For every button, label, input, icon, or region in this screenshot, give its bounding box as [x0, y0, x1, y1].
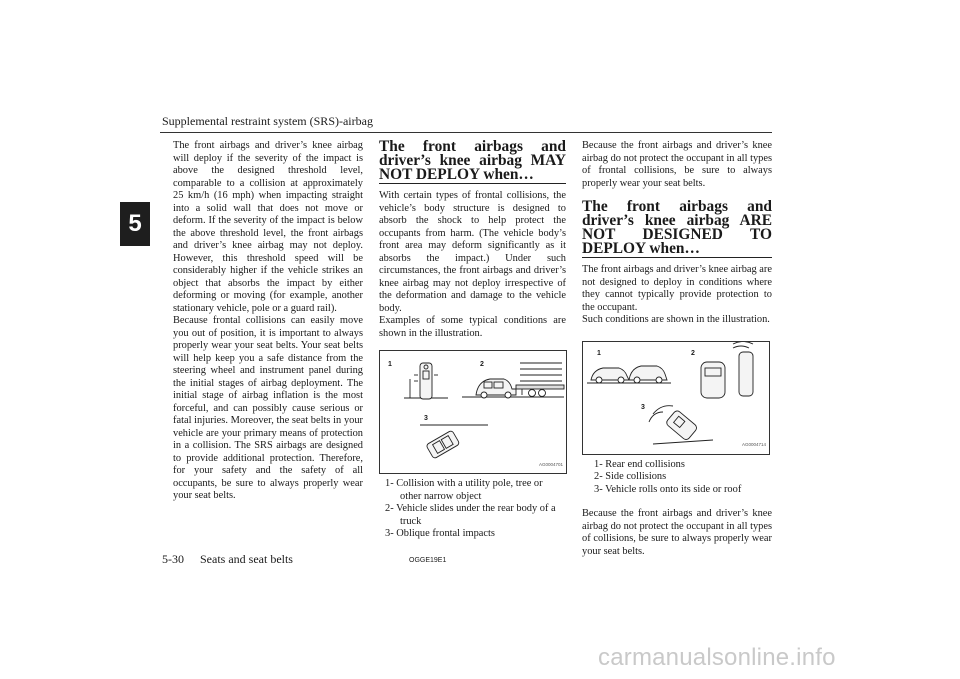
column-2: [379, 140, 566, 541]
figure-label-2: 2: [480, 361, 484, 368]
conditions-paragraph: Such conditions are shown in the illustration.: [582, 314, 770, 325]
seat-belt-paragraph: Because frontal collisions can easily move you out of position, it is important to always properly wear your seat belts. Your seat belts will help keep you a safe distance from the steering wheel and instrument panel during the initial stages of airbag deployment. The initial stage of airbag inflation is the most forceful, and can possibly cause serious or fatal injuries. Moreover, the seat belts in your vehicle are your primary means of protection in a collision. The SRS airbags are designed to provide additional protection. Therefore, for your safety and the safety of all occupants, be sure to always properly wear your seat belts.: [173, 315, 363, 501]
not-designed-paragraph: The front airbags and driver’s knee airbag are not designed to deploy in conditions where they cannot typically provide protection to the occupant.: [582, 264, 772, 313]
header-rule: [160, 132, 772, 133]
illustration-may-not-deploy: [379, 350, 567, 474]
caption-item: 3- Vehicle rolls onto its side or roof: [594, 483, 742, 495]
examples-paragraph: Examples of some typical conditions are shown in the illustration.: [379, 315, 566, 339]
caption-item: 1- Collision with a utility pole, tree or other narrow object: [385, 478, 543, 502]
caption-item: 2- Side collisions: [594, 471, 667, 482]
running-header: Supplemental restraint system (SRS)-airbag: [162, 114, 373, 128]
caption-item: 3- Oblique frontal impacts: [385, 528, 495, 539]
figure-code: AG0004701: [538, 461, 563, 467]
figure-label-1: 1: [597, 349, 601, 357]
figure-captions: [582, 459, 772, 497]
frontal-protection-paragraph: Because the front airbags and driver’s knee airbag do not protect the occupant in all types of frontal collisions, be sure to always properly wear your seat belts.: [582, 140, 772, 189]
figure-label-3: 3: [641, 403, 645, 411]
document-code: OGGE19E1: [409, 557, 447, 564]
all-collisions-paragraph: Because the front airbags and driver’s knee airbag do not protect the occupant in all types of collisions, be sure to always properly wear your seat belts.: [582, 508, 772, 557]
caption-item: 2- Vehicle slides under the rear body of a truck: [385, 503, 556, 527]
frontal-collisions-drawing: [380, 351, 566, 473]
frontal-collision-paragraph: With certain types of frontal collisions, the vehicle’s body structure is designed to absorb the shock to help protect the occupants from harm. (The vehicle body’s front area may deform significantly as it absorbs the impact.) Under such circumstances, the front airbags and driver’s knee airbag may not deploy irrespective of the deformation and damage to the vehicle body.: [379, 190, 566, 314]
non-frontal-collisions-drawing: [583, 342, 769, 454]
figure-label-3: 3: [424, 415, 428, 422]
section-name: Seats and seat belts: [200, 552, 293, 566]
figure-label-2: 2: [691, 349, 695, 357]
watermark: carmanualsonline.info: [598, 644, 836, 671]
may-not-deploy-heading: The front airbags and driver’s knee airbag MAY NOT DEPLOY when…: [379, 138, 566, 183]
figure-code: AG0004714: [741, 442, 766, 447]
caption-item: 1- Rear end collisions: [594, 458, 685, 470]
deploy-threshold-paragraph: The front airbags and driver’s knee airbag will deploy if the severity of the impact is above the designed threshold level, comparable to a collision at approximately 25 km/h (16 mph) when impacting straight into a solid wall that does not move or deform. If the severity of the impact is below the above threshold level, the front airbags and driver’s knee airbag may not deploy. However, this threshold speed will be considerably higher if the vehicle strikes an object that absorbs the impact by either deforming or moving (for example, another stationary vehicle, pole or a guard rail).: [173, 140, 363, 314]
figure-captions: [379, 478, 566, 541]
not-designed-heading: The front airbags and driver’s knee airbag ARE NOT DESIGNED TO DEPLOY when…: [582, 198, 772, 257]
footer-page-info: [162, 552, 293, 567]
column-1: [173, 140, 363, 503]
figure-label-1: 1: [388, 361, 392, 368]
page-number: 5-30: [162, 552, 184, 566]
column-3: [582, 140, 772, 558]
illustration-not-designed: [582, 341, 770, 455]
chapter-tab: 5: [120, 202, 150, 246]
